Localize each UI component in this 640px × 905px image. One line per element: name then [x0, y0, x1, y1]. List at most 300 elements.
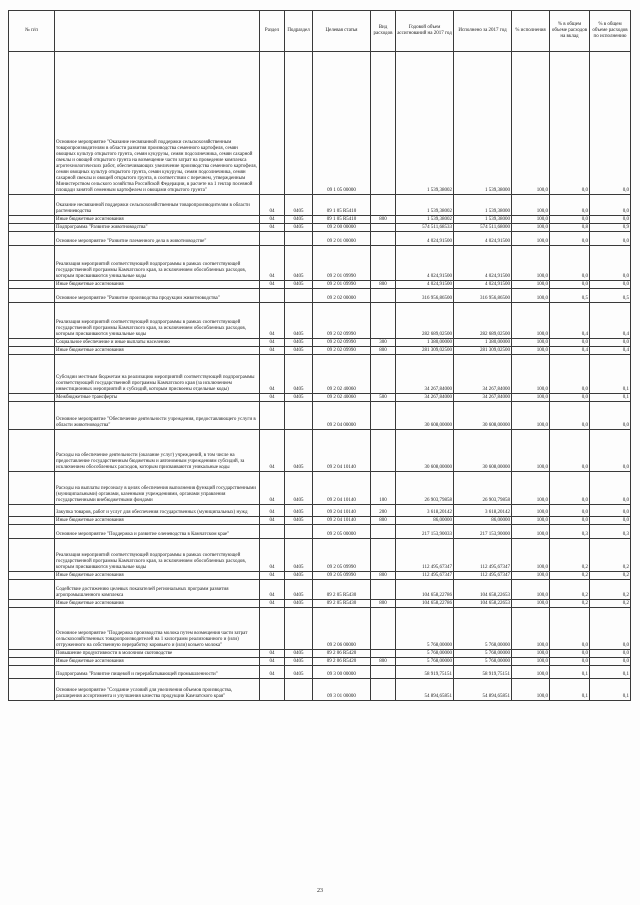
cell-share-executed: 0,0 — [590, 216, 631, 224]
cell-section: 04 — [260, 303, 285, 339]
table-row — [9, 232, 631, 246]
table-row — [9, 52, 631, 195]
cell-share-total: 0,1 — [550, 666, 590, 679]
cell-plan: 104 658,22786 — [396, 580, 454, 600]
cell-executed: 54 894,65851 — [454, 679, 512, 701]
cell-percent: 100,0 — [512, 572, 550, 580]
cell-name: Субсидии местным бюджетам на реализацию мероприятий соответствующей подпрограммы соответствующей государственной программы Камчатского края (за исключением инвестиционных мероприятий и субсидий, которым присвоены отдельные коды) — [55, 355, 260, 394]
cell-name: Социальное обеспечение и иные выплаты населению — [55, 339, 260, 347]
cell-plan: 26 903,79858 — [396, 472, 454, 505]
cell-expense-type — [371, 52, 396, 195]
cell-expense-type: 200 — [371, 505, 396, 517]
cell-subsection: 0405 — [285, 600, 313, 608]
cell-subsection — [285, 679, 313, 701]
cell-section: 04 — [260, 658, 285, 666]
table-row — [9, 600, 631, 608]
cell-expense-type — [371, 580, 396, 600]
cell-executed: 4 024,91500 — [454, 281, 512, 289]
cell-subsection: 0405 — [285, 339, 313, 347]
cell-percent: 100,0 — [512, 281, 550, 289]
cell-name: Основное мероприятие "Развитие племенного дела в животноводстве" — [55, 232, 260, 246]
cell-executed: 282 689,02500 — [454, 303, 512, 339]
cell-section: 04 — [260, 224, 285, 232]
cell-share-executed: 0,4 — [590, 303, 631, 339]
cell-section: 04 — [260, 394, 285, 402]
cell-percent: 100,0 — [512, 525, 550, 539]
cell-subsection: 0405 — [285, 246, 313, 281]
cell-name: Иные бюджетные ассигнования — [55, 658, 260, 666]
cell-executed: 574 511,68000 — [454, 224, 512, 232]
cell-percent: 100,0 — [512, 658, 550, 666]
cell-article: 09 2 04 10140 — [313, 505, 371, 517]
cell-num — [9, 347, 55, 355]
cell-name: Оказание несвязанной поддержки сельскохозяйственным товаропроизводителям в области растениеводства — [55, 195, 260, 216]
cell-executed: 58 919,75151 — [454, 666, 512, 679]
cell-article: 09 2 01 09990 — [313, 246, 371, 281]
header-name — [55, 11, 260, 52]
header-executed: Исполнено за 2017 год — [454, 11, 512, 52]
cell-name: Иные бюджетные ассигнования — [55, 216, 260, 224]
cell-expense-type — [371, 246, 396, 281]
cell-plan: 3 618,20142 — [396, 505, 454, 517]
cell-share-executed: 0,0 — [590, 402, 631, 430]
cell-executed: 112 495,67347 — [454, 539, 512, 572]
cell-executed: 4 024,91500 — [454, 246, 512, 281]
cell-num — [9, 505, 55, 517]
cell-num — [9, 572, 55, 580]
cell-name: Основное мероприятие "Оказание несвязанной поддержки сельскохозяйственным товаропроизводителям в области развития производства семенного картофеля, семян овощных культур открытого грунта, семян кукурузы, семян подсолнечника, семян сахарной свеклы и овощей открытого грунта на возмещение части затрат на проведение комплекса агротехнологических работ, обеспечивающих увеличение производства семенного картофеля, семян овощных культур открытого грунта, семян кукурузы, семян подсолнечника, семян сахарной свеклы и овощей открытого грунта, в соответствии с перечнем, утвержденным Министерством сельского хозяйства Российской Федерации, в расчете на 1 гектар посевной площади занятой семенным картофелем и овощами открытого грунта" — [55, 52, 260, 195]
cell-executed: 5 768,00000 — [454, 608, 512, 650]
cell-executed: 316 956,86500 — [454, 289, 512, 303]
budget-table — [8, 10, 631, 701]
cell-percent: 100,0 — [512, 224, 550, 232]
cell-expense-type — [371, 195, 396, 216]
cell-plan: 5 768,00000 — [396, 658, 454, 666]
cell-section — [260, 608, 285, 650]
cell-article: 09 2 00 00000 — [313, 224, 371, 232]
cell-share-total: 0,2 — [550, 600, 590, 608]
cell-share-executed: 0,2 — [590, 580, 631, 600]
cell-share-executed: 0,0 — [590, 52, 631, 195]
cell-share-total: 0,0 — [550, 216, 590, 224]
cell-expense-type — [371, 679, 396, 701]
table-row — [9, 195, 631, 216]
cell-plan: 112 495,67347 — [396, 539, 454, 572]
cell-expense-type — [371, 303, 396, 339]
cell-expense-type: 800 — [371, 572, 396, 580]
table-row — [9, 572, 631, 580]
cell-share-executed: 0,0 — [590, 505, 631, 517]
cell-name: Иные бюджетные ассигнования — [55, 347, 260, 355]
cell-article: 09 2 04 10140 — [313, 430, 371, 472]
cell-name: Реализация мероприятий соответствующей подпрограммы в рамках соответствующей государственной программы Камчатского края, за исключением обособленных расходов, которым присваиваются уникальные коды — [55, 539, 260, 572]
cell-share-total: 0,0 — [550, 517, 590, 525]
table-row — [9, 472, 631, 505]
cell-plan: 58 919,75151 — [396, 666, 454, 679]
cell-percent: 100,0 — [512, 402, 550, 430]
cell-plan: 4 024,91500 — [396, 232, 454, 246]
cell-num — [9, 525, 55, 539]
cell-expense-type: 300 — [371, 339, 396, 347]
cell-num — [9, 650, 55, 658]
cell-section: 04 — [260, 347, 285, 355]
header-article: Целевая статья — [313, 11, 371, 52]
cell-article: 09 2 04 10140 — [313, 472, 371, 505]
cell-share-total: 0,0 — [550, 232, 590, 246]
cell-percent: 100,0 — [512, 608, 550, 650]
cell-subsection: 0405 — [285, 539, 313, 572]
cell-plan: 5 768,00000 — [396, 650, 454, 658]
table-row — [9, 505, 631, 517]
cell-section: 04 — [260, 517, 285, 525]
cell-name: Основное мероприятие "Развитие производства продукции животноводства" — [55, 289, 260, 303]
cell-article: 09 2 02 09990 — [313, 339, 371, 347]
cell-section: 04 — [260, 355, 285, 394]
cell-article: 09 2 04 00000 — [313, 402, 371, 430]
cell-section — [260, 289, 285, 303]
table-header-row — [9, 11, 631, 52]
cell-section — [260, 402, 285, 430]
cell-expense-type: 100 — [371, 472, 396, 505]
cell-percent: 100,0 — [512, 195, 550, 216]
cell-plan: 282 689,02500 — [396, 303, 454, 339]
cell-share-executed: 0,0 — [590, 232, 631, 246]
cell-percent: 100,0 — [512, 539, 550, 572]
cell-section: 04 — [260, 505, 285, 517]
cell-executed: 112 495,67347 — [454, 572, 512, 580]
cell-expense-type: 500 — [371, 394, 396, 402]
header-expense-type: Вид расходов — [371, 11, 396, 52]
cell-executed: 1 380,00000 — [454, 339, 512, 347]
cell-share-total: 0,4 — [550, 303, 590, 339]
cell-executed: 1 539,38000 — [454, 52, 512, 195]
cell-share-total: 0,0 — [550, 355, 590, 394]
cell-percent: 100,0 — [512, 650, 550, 658]
cell-section: 04 — [260, 246, 285, 281]
cell-share-total: 0,0 — [550, 394, 590, 402]
cell-share-executed: 0,2 — [590, 572, 631, 580]
cell-name: Повышение продуктивности в молочном скотоводстве — [55, 650, 260, 658]
cell-percent: 100,0 — [512, 232, 550, 246]
cell-share-total: 0,5 — [550, 289, 590, 303]
cell-share-executed: 0,0 — [590, 608, 631, 650]
cell-percent: 100,0 — [512, 246, 550, 281]
cell-subsection: 0405 — [285, 658, 313, 666]
cell-expense-type: 800 — [371, 281, 396, 289]
cell-share-total: 0,0 — [550, 505, 590, 517]
cell-share-executed: 0,0 — [590, 246, 631, 281]
cell-expense-type — [371, 666, 396, 679]
cell-subsection: 0405 — [285, 394, 313, 402]
cell-share-total: 0,0 — [550, 650, 590, 658]
cell-share-total: 0,4 — [550, 347, 590, 355]
cell-name: Иные бюджетные ассигнования — [55, 517, 260, 525]
header-percent: % исполнения — [512, 11, 550, 52]
cell-section: 04 — [260, 430, 285, 472]
cell-share-total: 0,2 — [550, 572, 590, 580]
cell-expense-type: 800 — [371, 658, 396, 666]
table-row — [9, 281, 631, 289]
cell-subsection: 0405 — [285, 580, 313, 600]
header-plan: Годовой объем ассигнований на 2017 год — [396, 11, 454, 52]
cell-share-total: 0,0 — [550, 608, 590, 650]
cell-percent: 100,0 — [512, 600, 550, 608]
cell-section: 04 — [260, 650, 285, 658]
cell-article: 09 2 01 00000 — [313, 232, 371, 246]
table-row — [9, 216, 631, 224]
cell-subsection: 0405 — [285, 666, 313, 679]
cell-share-executed: 0,0 — [590, 430, 631, 472]
cell-share-executed: 0,1 — [590, 679, 631, 701]
cell-share-total: 0,0 — [550, 658, 590, 666]
cell-article: 09 2 01 09990 — [313, 281, 371, 289]
cell-subsection — [285, 402, 313, 430]
cell-name: Основное мероприятие "Поддержка производства молока путем возмещения части затрат сельскохозяйственных товаропроизводителей на 1 килограмм реализованного и (или) отгруженного на собственную переработку коровьего и (или) козьего молока" — [55, 608, 260, 650]
cell-num — [9, 539, 55, 572]
cell-plan: 574 511,68533 — [396, 224, 454, 232]
cell-share-total: 0,2 — [550, 580, 590, 600]
cell-name: Иные бюджетные ассигнования — [55, 572, 260, 580]
cell-plan: 34 267,84000 — [396, 394, 454, 402]
table-row — [9, 517, 631, 525]
cell-article: 09 2 02 09990 — [313, 347, 371, 355]
cell-name: Межбюджетные трансферты — [55, 394, 260, 402]
cell-share-executed: 0,2 — [590, 600, 631, 608]
cell-share-total: 0,0 — [550, 339, 590, 347]
cell-num — [9, 216, 55, 224]
cell-plan: 86,00000 — [396, 517, 454, 525]
cell-num — [9, 52, 55, 195]
cell-executed: 217 153,90000 — [454, 525, 512, 539]
cell-section: 04 — [260, 539, 285, 572]
cell-percent: 100,0 — [512, 289, 550, 303]
cell-subsection: 0405 — [285, 355, 313, 394]
cell-num — [9, 402, 55, 430]
cell-subsection: 0405 — [285, 472, 313, 505]
cell-share-executed: 0,4 — [590, 347, 631, 355]
cell-name: Содействие достижению целевых показателей региональных программ развития агропромышленного комплекса — [55, 580, 260, 600]
cell-section — [260, 525, 285, 539]
cell-name: Подпрограмма "Развитие животноводства" — [55, 224, 260, 232]
cell-executed: 104 658,22653 — [454, 600, 512, 608]
cell-subsection — [285, 289, 313, 303]
cell-executed: 4 024,91500 — [454, 232, 512, 246]
cell-share-total: 0,0 — [550, 402, 590, 430]
cell-executed: 281 309,02500 — [454, 347, 512, 355]
cell-share-total: 0,0 — [550, 52, 590, 195]
cell-expense-type — [371, 402, 396, 430]
cell-article: 09 2 02 00000 — [313, 289, 371, 303]
cell-subsection: 0405 — [285, 303, 313, 339]
cell-section: 04 — [260, 472, 285, 505]
cell-num — [9, 394, 55, 402]
cell-subsection — [285, 525, 313, 539]
cell-share-executed: 0,0 — [590, 472, 631, 505]
cell-executed: 30 608,00000 — [454, 402, 512, 430]
cell-name: Основное мероприятие "Обеспечение деятельности учреждения, предоставляющего услуги в области животноводства" — [55, 402, 260, 430]
table-row — [9, 525, 631, 539]
cell-name: Иные бюджетные ассигнования — [55, 600, 260, 608]
cell-plan: 1 539,38002 — [396, 195, 454, 216]
cell-plan: 217 153,90033 — [396, 525, 454, 539]
cell-share-total: 0,2 — [550, 539, 590, 572]
cell-num — [9, 666, 55, 679]
table-row — [9, 394, 631, 402]
table-row — [9, 608, 631, 650]
cell-section: 04 — [260, 339, 285, 347]
cell-article: 09 2 06 R5420 — [313, 658, 371, 666]
cell-name: Основное мероприятие "Создание условий для увеличения объемов производства, расширения ассортимента и улучшения качества продукции Камчатского края" — [55, 679, 260, 701]
cell-share-total: 0,0 — [550, 430, 590, 472]
header-share-total: % в общем объеме расходов на вклад — [550, 11, 590, 52]
cell-share-total: 0,3 — [550, 525, 590, 539]
cell-share-executed: 0,0 — [590, 195, 631, 216]
cell-article: 09 1 05 R5410 — [313, 216, 371, 224]
cell-subsection: 0405 — [285, 572, 313, 580]
header-subsection: Подраздел — [285, 11, 313, 52]
cell-section: 04 — [260, 216, 285, 224]
cell-share-total: 0,0 — [550, 281, 590, 289]
cell-article: 09 2 02 40060 — [313, 355, 371, 394]
cell-expense-type: 800 — [371, 347, 396, 355]
cell-section — [260, 232, 285, 246]
cell-percent: 100,0 — [512, 679, 550, 701]
cell-executed: 1 539,38000 — [454, 195, 512, 216]
cell-percent: 100,0 — [512, 666, 550, 679]
cell-article: 09 2 04 10140 — [313, 517, 371, 525]
cell-share-executed: 0,2 — [590, 539, 631, 572]
cell-name: Расходы на обеспечение деятельности (оказание услуг) учреждений, в том числе на предоставление государственным бюджетным и автономным учреждениям субсидий, за исключением обособленных расходов, которым присваиваются уникальные коды — [55, 430, 260, 472]
cell-share-executed: 0,0 — [590, 281, 631, 289]
cell-percent: 100,0 — [512, 394, 550, 402]
table-row — [9, 658, 631, 666]
cell-section: 04 — [260, 572, 285, 580]
cell-article: 09 3 00 00000 — [313, 666, 371, 679]
cell-expense-type — [371, 539, 396, 572]
cell-percent: 100,0 — [512, 303, 550, 339]
cell-executed: 34 267,84000 — [454, 394, 512, 402]
cell-expense-type — [371, 650, 396, 658]
cell-section — [260, 52, 285, 195]
table-row — [9, 679, 631, 701]
cell-name: Расходы на выплаты персоналу в целях обеспечения выполнения функций государственными (муниципальными) органами, казенными учреждениями, органами управления государственными внебюджетными фондами — [55, 472, 260, 505]
cell-share-total: 0,8 — [550, 224, 590, 232]
cell-name: Подпрограмма "Развитие пищевой и перерабатывающей промышленности" — [55, 666, 260, 679]
table-row — [9, 580, 631, 600]
page-number: 23 — [317, 888, 323, 894]
cell-percent: 100,0 — [512, 216, 550, 224]
cell-share-total: 0,1 — [550, 679, 590, 701]
table-row — [9, 289, 631, 303]
cell-expense-type — [371, 525, 396, 539]
cell-article: 09 1 05 00000 — [313, 52, 371, 195]
cell-expense-type — [371, 224, 396, 232]
cell-executed: 86,00000 — [454, 517, 512, 525]
cell-num — [9, 580, 55, 600]
cell-section: 04 — [260, 600, 285, 608]
cell-plan: 104 658,22786 — [396, 600, 454, 608]
table-row — [9, 246, 631, 281]
cell-expense-type — [371, 430, 396, 472]
cell-expense-type — [371, 355, 396, 394]
cell-executed: 34 267,84000 — [454, 355, 512, 394]
cell-article: 09 2 06 00000 — [313, 608, 371, 650]
cell-expense-type — [371, 608, 396, 650]
cell-share-executed: 0,1 — [590, 355, 631, 394]
table-row — [9, 347, 631, 355]
cell-article: 09 2 06 R5420 — [313, 650, 371, 658]
cell-num — [9, 355, 55, 394]
cell-name: Основное мероприятие "Поддержка и развитие оленеводства в Камчатском крае" — [55, 525, 260, 539]
cell-article: 09 2 02 40060 — [313, 394, 371, 402]
cell-plan: 4 024,91500 — [396, 246, 454, 281]
table-body — [9, 52, 631, 701]
cell-executed: 5 768,00000 — [454, 658, 512, 666]
cell-subsection: 0405 — [285, 224, 313, 232]
table-row — [9, 539, 631, 572]
cell-num — [9, 232, 55, 246]
cell-num — [9, 224, 55, 232]
cell-share-executed: 0,1 — [590, 394, 631, 402]
cell-executed: 5 768,00000 — [454, 650, 512, 658]
cell-plan: 30 608,00000 — [396, 430, 454, 472]
cell-plan: 1 539,38002 — [396, 216, 454, 224]
cell-executed: 30 608,00000 — [454, 430, 512, 472]
cell-section: 04 — [260, 195, 285, 216]
cell-plan: 316 956,86500 — [396, 289, 454, 303]
cell-num — [9, 246, 55, 281]
cell-num — [9, 339, 55, 347]
cell-plan: 112 495,67347 — [396, 572, 454, 580]
cell-executed: 1 539,38000 — [454, 216, 512, 224]
cell-name: Реализация мероприятий соответствующей подпрограммы в рамках соответствующей государственной программы Камчатского края, за исключением обособленных расходов, которым присваиваются уникальные коды — [55, 303, 260, 339]
cell-expense-type — [371, 289, 396, 303]
cell-article: 09 2 05 00000 — [313, 525, 371, 539]
cell-name: Иные бюджетные ассигнования — [55, 281, 260, 289]
cell-subsection — [285, 52, 313, 195]
cell-expense-type: 800 — [371, 600, 396, 608]
cell-share-executed: 0,9 — [590, 224, 631, 232]
cell-section: 04 — [260, 580, 285, 600]
table-row — [9, 339, 631, 347]
cell-plan: 4 024,91500 — [396, 281, 454, 289]
cell-article: 09 2 05 R5430 — [313, 600, 371, 608]
cell-plan: 1 380,00000 — [396, 339, 454, 347]
header-share-executed: % в общем объеме расходов по исполнению — [590, 11, 631, 52]
cell-executed: 26 903,79858 — [454, 472, 512, 505]
cell-subsection: 0405 — [285, 430, 313, 472]
table-row — [9, 303, 631, 339]
cell-share-executed: 0,5 — [590, 289, 631, 303]
cell-article: 09 2 05 R5430 — [313, 580, 371, 600]
cell-article: 09 2 05 09990 — [313, 572, 371, 580]
cell-subsection: 0405 — [285, 216, 313, 224]
cell-share-executed: 0,1 — [590, 666, 631, 679]
cell-subsection: 0405 — [285, 650, 313, 658]
cell-plan: 34 267,84000 — [396, 355, 454, 394]
cell-name: Реализация мероприятий соответствующей подпрограммы в рамках соответствующей государственной программы Камчатского края, за исключением обособленных расходов, которым присваиваются уникальные коды — [55, 246, 260, 281]
cell-num — [9, 608, 55, 650]
cell-percent: 100,0 — [512, 430, 550, 472]
cell-share-executed: 0,3 — [590, 525, 631, 539]
cell-num — [9, 679, 55, 701]
cell-article: 09 3 01 00000 — [313, 679, 371, 701]
cell-num — [9, 658, 55, 666]
cell-section: 04 — [260, 666, 285, 679]
cell-num — [9, 430, 55, 472]
cell-expense-type: 800 — [371, 517, 396, 525]
cell-subsection: 0405 — [285, 347, 313, 355]
